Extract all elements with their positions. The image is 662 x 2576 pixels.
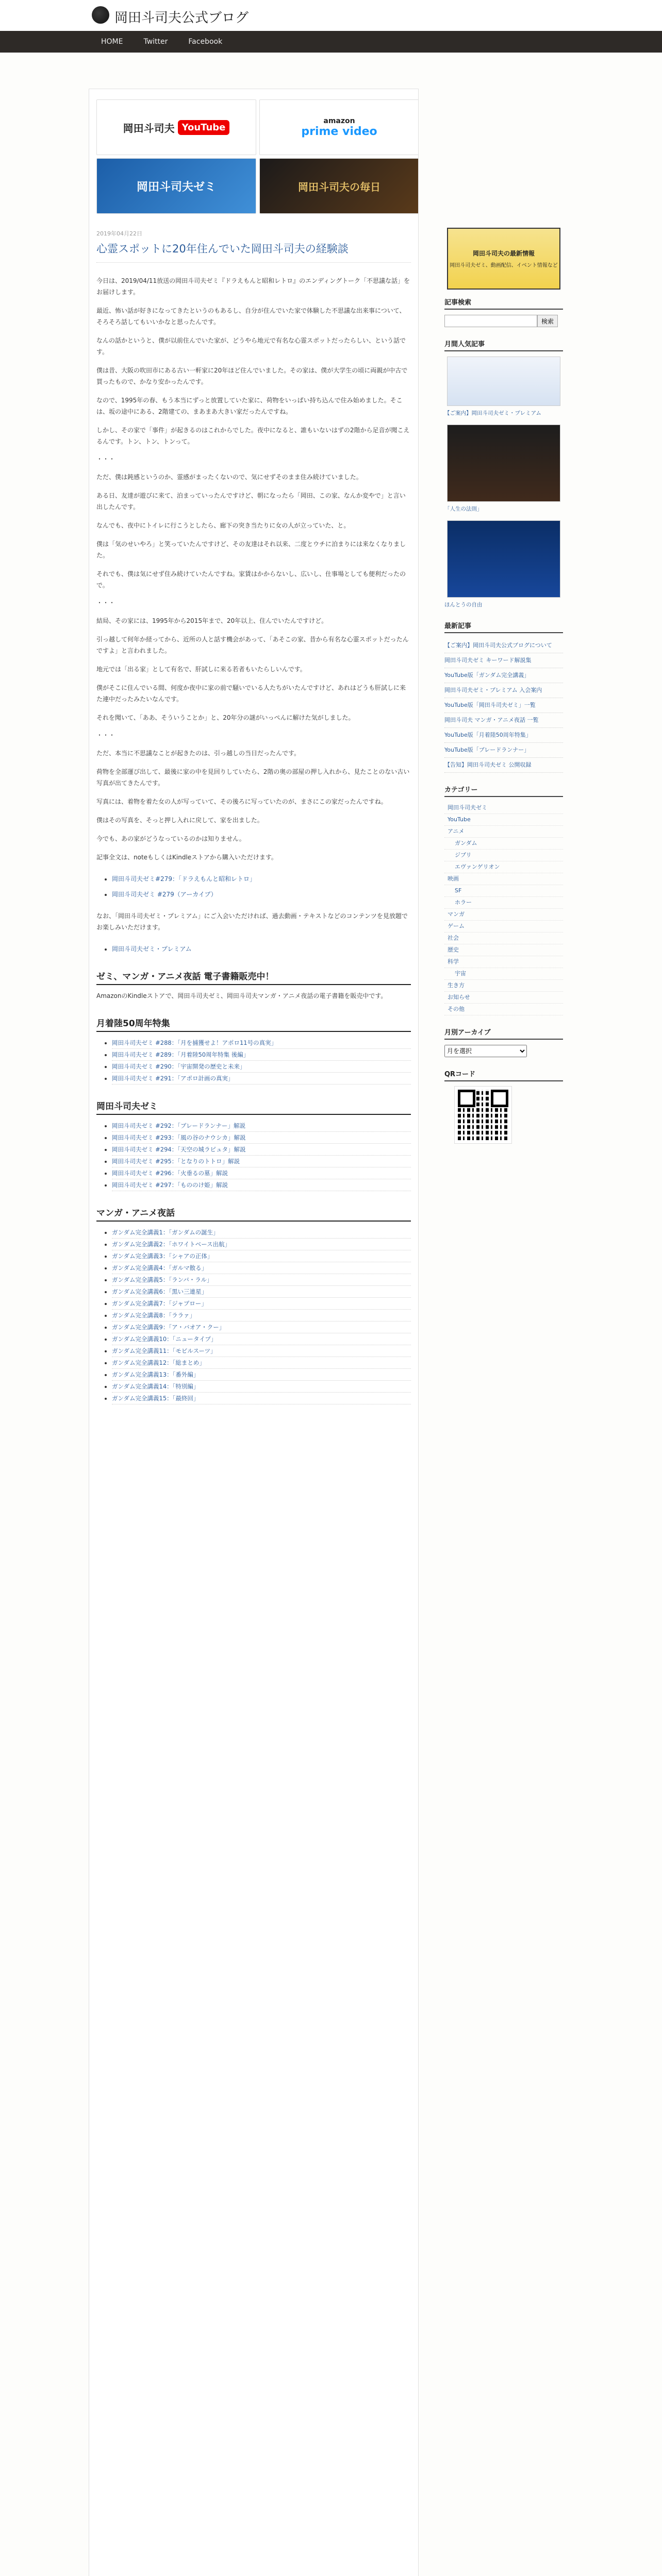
- list-item: [112, 1073, 411, 1084]
- nav-home[interactable]: HOME: [101, 38, 123, 46]
- section-link[interactable]: 岡田斗司夫ゼミ #289：「月着陸50周年特集 後編」: [112, 1051, 250, 1058]
- recent-box: [444, 620, 563, 773]
- post-title[interactable]: 心霊スポットに20年住んでいた岡田斗司夫の経験談: [96, 241, 411, 263]
- post-paragraph: 写真には、着物を着た女の人が写っていて、その後ろに写っていたのが、まさにこの家だったんですね。: [96, 798, 387, 805]
- list-item: [112, 889, 411, 900]
- recent-link[interactable]: YouTube版「ガンダム完全講義」: [444, 672, 530, 679]
- site-title[interactable]: 岡田斗司夫公式ブログ: [114, 10, 249, 26]
- section-link[interactable]: ガンダム完全講義6：「黒い三連星」: [112, 1288, 208, 1295]
- archive-note: なお、「岡田斗司夫ゼミ・プレミアム」にご入会いただければ、過去動画・テキストなどのコンテンツを見放題でお楽しみいただけます。: [96, 912, 408, 931]
- section-heading: ゼミ、マンガ・アニメ夜話 電子書籍販売中！: [96, 969, 411, 985]
- recent-link[interactable]: 【ご案内】岡田斗司夫公式ブログについて: [444, 642, 552, 649]
- category-item: [444, 980, 563, 992]
- category-item: [444, 885, 563, 897]
- list-item: [112, 1037, 411, 1049]
- category-item: [444, 873, 563, 885]
- section-link[interactable]: 岡田斗司夫ゼミ #295：「となりのトトロ」解説: [112, 1158, 240, 1165]
- list-item: [112, 1357, 411, 1369]
- category-link[interactable]: エヴァンゲリオン: [455, 863, 500, 870]
- recent-item: [444, 653, 563, 668]
- zemi-banner-title: 岡田斗司夫ゼミ: [136, 180, 216, 194]
- list-item: [112, 1049, 411, 1061]
- popular-box: [444, 338, 563, 609]
- post-paragraph: それでも、僕は気にせず住み続けていたんですね。家賃はかからないし、広いし、仕事場としても便利だったので。: [96, 570, 406, 589]
- recent-item: [444, 668, 563, 683]
- category-link[interactable]: マンガ: [448, 911, 465, 918]
- categories-heading: カテゴリー: [444, 784, 563, 797]
- list-item: [112, 873, 411, 885]
- popular-thumb-3[interactable]: [447, 520, 560, 598]
- site-header: [0, 0, 662, 31]
- section-list: [96, 1227, 411, 1404]
- recent-item: [444, 683, 563, 698]
- list-item: [112, 1144, 411, 1156]
- list-item: [112, 1167, 411, 1179]
- category-link[interactable]: ゲーム: [448, 923, 465, 929]
- section-link[interactable]: ガンダム完全講義10：「ニュータイプ」: [112, 1335, 217, 1343]
- post-paragraph: 僕はその写真を、そっと押し入れに戻して、家を出ました。: [96, 817, 263, 824]
- post-link[interactable]: 岡田斗司夫ゼミ #279（アーカイブ）: [112, 891, 217, 898]
- list-item: [112, 1321, 411, 1333]
- category-link[interactable]: 映画: [448, 875, 459, 882]
- nav-twitter[interactable]: Twitter: [143, 38, 168, 46]
- category-link[interactable]: SF: [455, 887, 462, 894]
- section-link[interactable]: 岡田斗司夫ゼミ #296：「火垂るの墓」解説: [112, 1170, 228, 1177]
- list-item: [112, 1239, 411, 1250]
- category-item: [444, 850, 563, 861]
- recent-link[interactable]: YouTube版「岡田斗司夫ゼミ」一覧: [444, 702, 536, 708]
- section-link[interactable]: ガンダム完全講義7：「ジャブロー」: [112, 1300, 207, 1307]
- recent-item: [444, 758, 563, 773]
- category-item: [444, 897, 563, 909]
- popular-caption-3[interactable]: ほんとうの自由: [444, 602, 483, 608]
- site-logo-icon[interactable]: [92, 6, 109, 24]
- main-content: [89, 89, 419, 2576]
- list-item: [112, 1227, 411, 1239]
- recent-link[interactable]: 岡田斗司夫ゼミ・プレミアム 入会案内: [444, 687, 542, 693]
- category-item: [444, 992, 563, 1004]
- search-input[interactable]: [444, 315, 537, 327]
- section-link[interactable]: ガンダム完全講義4：「ガルマ散る」: [112, 1264, 208, 1272]
- section-heading: マンガ・アニメ夜話: [96, 1206, 411, 1222]
- section-list: [96, 1120, 411, 1191]
- list-item: [112, 1369, 411, 1381]
- section-heading: 岡田斗司夫ゼミ: [96, 1099, 411, 1115]
- post-paragraph: 僕は昔、大阪の吹田市にある古い一軒家に20年ほど住んでいました。その家は、僕が大学生の頃に両親が中古で買ったもので、かなり安かったんです。: [96, 367, 408, 385]
- post-paragraph: なので、1995年の春、もう本当にずっと放置していた家に、荷物をいっぱい持ち込んで住み始めました。そこは、坂の途中にある、2階建ての、まあまあ大きい家だったんですね。: [96, 397, 403, 415]
- category-link[interactable]: 生き方: [448, 982, 465, 989]
- post-body: [96, 275, 411, 955]
- category-link[interactable]: 社会: [448, 935, 459, 941]
- paragraph-group-2: [96, 471, 411, 591]
- youtube-banner-title: 岡田斗司夫: [123, 122, 175, 134]
- amazon-brand: amazon: [323, 116, 355, 125]
- recent-item: [444, 743, 563, 758]
- popular-caption-2[interactable]: 「人生の法則」: [444, 506, 483, 512]
- categories-box: [444, 784, 563, 1015]
- list-item: [112, 1250, 411, 1262]
- premium-links: [96, 943, 411, 955]
- zemi-banner[interactable]: [96, 158, 256, 214]
- seminar-banner[interactable]: [259, 158, 419, 214]
- search-box: [444, 297, 563, 327]
- category-item: [444, 956, 563, 968]
- category-item: [444, 921, 563, 933]
- list-item: [112, 1333, 411, 1345]
- list-item: [112, 1286, 411, 1298]
- recent-item: [444, 698, 563, 713]
- section-link[interactable]: 岡田斗司夫ゼミ #297：「もののけ姫」解説: [112, 1181, 228, 1189]
- post-date: 2019年04月22日: [96, 230, 142, 237]
- purchase-links: [96, 873, 411, 900]
- post-paragraph: 僕は「気のせいやろ」と笑っていたんですけど、その友達はそれ以来、二度とウチに泊まりには来なくなりました。: [96, 540, 406, 559]
- separator: ・・・: [96, 599, 115, 606]
- list-item: [112, 1061, 411, 1073]
- recent-link[interactable]: 岡田斗司夫ゼミ キーワード解説集: [444, 657, 532, 664]
- section-link[interactable]: ガンダム完全講義1：「ガンダムの誕生」: [112, 1229, 219, 1236]
- prime-video-label: prime video: [301, 125, 377, 138]
- post-paragraph: 荷物を全部運び出して、最後に家の中を見回りしていたら、2階の奥の部屋の押し入れから、見たことのない古い写真が出てきたんです。: [96, 768, 410, 787]
- section-link[interactable]: ガンダム完全講義2：「ホワイトベース出航」: [112, 1241, 231, 1248]
- category-item: [444, 944, 563, 956]
- post-paragraph: 地元では「出る家」として有名で、肝試しに来る若者もいたらしいんです。: [96, 666, 306, 673]
- promo-title: 岡田斗司夫の最新情報: [472, 250, 535, 257]
- list-item: [112, 943, 411, 955]
- popular-thumb-1[interactable]: [447, 357, 560, 406]
- section-link[interactable]: 岡田斗司夫ゼミ #292：「ブレードランナー」解説: [112, 1122, 246, 1129]
- amazon-prime-banner[interactable]: [259, 99, 419, 155]
- post-paragraph: 僕がそこに住んでいる間、何度か夜中に家の前で騒いでいる人たちがいたんですけど、あれはどうも肝試しに来た連中だったみたいなんです。: [96, 684, 406, 703]
- section-link[interactable]: ガンダム完全講義11：「モビルスーツ」: [112, 1347, 217, 1354]
- list-item: [112, 1179, 411, 1191]
- category-item: [444, 826, 563, 838]
- popular-caption-1[interactable]: 【ご案内】岡田斗司夫ゼミ・プレミアム: [444, 410, 541, 416]
- post-paragraph: 最近、怖い話が好きになってきたというのもあるし、自分が住んでいた家で体験した不思議な出来事について、そろそろ話してもいいかなと思ったんです。: [96, 307, 406, 326]
- category-item: [444, 1004, 563, 1015]
- section-link[interactable]: 岡田斗司夫ゼミ #294：「天空の城ラピュタ」解説: [112, 1146, 246, 1153]
- post-paragraph: なんでも、夜中にトイレに行こうとしたら、廊下の突き当たりに女の人が立っていた、と。: [96, 522, 350, 529]
- youtube-banner[interactable]: [96, 99, 256, 155]
- banner-grid: [96, 99, 411, 214]
- section-link[interactable]: 岡田斗司夫ゼミ #293：「風の谷のナウシカ」解説: [112, 1134, 246, 1141]
- category-link[interactable]: ガンダム: [455, 840, 477, 846]
- category-link[interactable]: ホラー: [455, 899, 472, 906]
- global-nav: [0, 31, 662, 53]
- promo-banner[interactable]: [447, 228, 560, 290]
- category-item: [444, 909, 563, 921]
- recent-link[interactable]: 岡田斗司夫 マンガ・アニメ夜話 一覧: [444, 717, 539, 723]
- recent-heading: 最新記事: [444, 620, 563, 633]
- recent-link[interactable]: YouTube版「月着陸50周年特集」: [444, 732, 532, 738]
- monthly-heading: 月間人気記事: [444, 338, 563, 351]
- post-paragraph: ただ、僕は鈍感というのか、霊感がまったくないので、気にせずそのまま住み続けていました。: [96, 473, 362, 481]
- category-link[interactable]: アニメ: [448, 828, 465, 835]
- paragraph-group-4: [96, 748, 411, 844]
- archive-select[interactable]: [444, 1045, 527, 1057]
- post-link[interactable]: 岡田斗司夫ゼミ・プレミアム: [112, 945, 192, 953]
- category-link[interactable]: YouTube: [448, 816, 471, 823]
- recent-link[interactable]: 【告知】岡田斗司夫ゼミ 公開収録: [444, 761, 532, 768]
- section-heading: 月着陸50周年特集: [96, 1016, 411, 1032]
- list-item: [112, 1262, 411, 1274]
- paragraph-group-3: [96, 615, 411, 723]
- promo-body: 岡田斗司夫ゼミ、動画配信、イベント情報など: [450, 263, 558, 268]
- list-item: [112, 1132, 411, 1144]
- post-paragraph: ただ、本当に不思議なことが起きたのは、引っ越しの当日だったんです。: [96, 750, 301, 757]
- archive-box: [444, 1027, 563, 1057]
- related-sections: [96, 969, 411, 1404]
- section-link[interactable]: ガンダム完全講義3：「シャアの正体」: [112, 1252, 213, 1260]
- recent-link[interactable]: YouTube版「ブレードランナー」: [444, 747, 530, 753]
- category-link[interactable]: 岡田斗司夫ゼミ: [448, 804, 487, 811]
- post-paragraph: 引っ越して何年か経ってから、近所の人と話す機会があって、「あそこの家、昔から有名な心霊スポットだったんですよ」と言われました。: [96, 636, 409, 654]
- category-link[interactable]: 科学: [448, 958, 459, 965]
- recent-item: [444, 638, 563, 653]
- section-link[interactable]: ガンダム完全講義5：「ランバ・ラル」: [112, 1276, 213, 1283]
- section-link[interactable]: ガンダム完全講義8：「ララァ」: [112, 1312, 195, 1319]
- category-item: [444, 814, 563, 826]
- qr-box: [444, 1069, 563, 1143]
- popular-thumb-2[interactable]: [447, 425, 560, 502]
- section-list: [96, 1037, 411, 1084]
- list-item: [112, 1310, 411, 1321]
- category-link[interactable]: 宇宙: [455, 970, 466, 977]
- list-item: [112, 1274, 411, 1286]
- list-item: [112, 1156, 411, 1167]
- list-item: [112, 1298, 411, 1310]
- category-item: [444, 838, 563, 850]
- post-link[interactable]: 岡田斗司夫ゼミ#279：「ドラえもんと昭和レトロ」: [112, 875, 256, 883]
- post-paragraph: ある日、友達が遊びに来て、泊まっていったんですけど、朝になったら「岡田、この家、なんか変やで」と言い出したんです。: [96, 492, 406, 511]
- post-paragraph: しかし、その家で「事件」が起きるのはこれからでした。夜中になると、誰もいないはずの2階から足音が聞こえるんです。トン、トン、トンって。: [96, 427, 410, 445]
- section-link[interactable]: 岡田斗司夫ゼミ #290：「宇宙開発の歴史と未来」: [112, 1063, 246, 1070]
- category-link[interactable]: 歴史: [448, 946, 459, 953]
- seminar-banner-title: 岡田斗司夫の毎日: [298, 180, 380, 193]
- purchase-note: 記事全文は、noteもしくはKindleストアから購入いただけます。: [96, 854, 277, 861]
- post-paragraph: 今でも、あの家がどうなっているのかは知りません。: [96, 835, 245, 842]
- list-item: [112, 1393, 411, 1404]
- category-item: [444, 933, 563, 944]
- section-link[interactable]: ガンダム完全講義13：「番外編」: [112, 1371, 200, 1378]
- section-link[interactable]: 岡田斗司夫ゼミ #291：「アポロ計画の真実」: [112, 1075, 234, 1082]
- page-container: [0, 53, 662, 2576]
- archive-heading: 月別アーカイブ: [444, 1027, 563, 1040]
- qr-code-icon: [455, 1087, 511, 1143]
- section-link[interactable]: ガンダム完全講義14：「特別編」: [112, 1383, 200, 1390]
- category-link[interactable]: ジブリ: [455, 852, 472, 858]
- category-item: [444, 968, 563, 980]
- section-link[interactable]: 岡田斗司夫ゼミ #288：「月を捕獲せよ！アポロ11号の真実」: [112, 1039, 277, 1046]
- search-button[interactable]: 検索: [537, 315, 558, 327]
- recent-item: [444, 713, 563, 728]
- list-item: [112, 1345, 411, 1357]
- list-item: [112, 1120, 411, 1132]
- recent-item: [444, 728, 563, 743]
- paragraph-group-1: [96, 275, 411, 447]
- youtube-icon: YouTube: [178, 120, 230, 135]
- category-link[interactable]: その他: [448, 1006, 465, 1012]
- sidebar: [444, 228, 563, 2576]
- post-paragraph: なんの話かというと、僕が以前住んでいた家が、どうやら地元で有名な心霊スポットだったらしい、という話です。: [96, 337, 406, 355]
- search-heading: 記事検索: [444, 297, 563, 310]
- category-item: [444, 861, 563, 873]
- section-description: AmazonのKindleストアで、岡田斗司夫ゼミ、岡田斗司夫マンガ・アニメ夜話の電子書籍を販売中です。: [96, 992, 387, 999]
- section-link[interactable]: ガンダム完全講義15：「最終回」: [112, 1395, 200, 1402]
- category-link[interactable]: お知らせ: [448, 994, 470, 1001]
- category-item: [444, 802, 563, 814]
- section-link[interactable]: ガンダム完全講義9：「ア・バオア・クー」: [112, 1324, 225, 1331]
- section-link[interactable]: ガンダム完全講義12：「総まとめ」: [112, 1359, 205, 1366]
- nav-facebook[interactable]: Facebook: [188, 38, 223, 46]
- post-paragraph: それを聞いて、「ああ、そういうことか」と、20年分の謎がいっぺんに解けた気がしました。: [96, 714, 355, 721]
- post-paragraph: 今日は、2019/04/11放送の岡田斗司夫ゼミ『ドラえもんと昭和レトロ』のエンディングトーク「不思議な話」をお届けします。: [96, 277, 410, 296]
- separator: ・・・: [96, 455, 115, 463]
- post-paragraph: 結局、その家には、1995年から2015年まで、20年以上、住んでいたんですけど。: [96, 617, 328, 624]
- qr-heading: QRコード: [444, 1069, 563, 1081]
- list-item: [112, 1381, 411, 1393]
- separator: ・・・: [96, 732, 115, 739]
